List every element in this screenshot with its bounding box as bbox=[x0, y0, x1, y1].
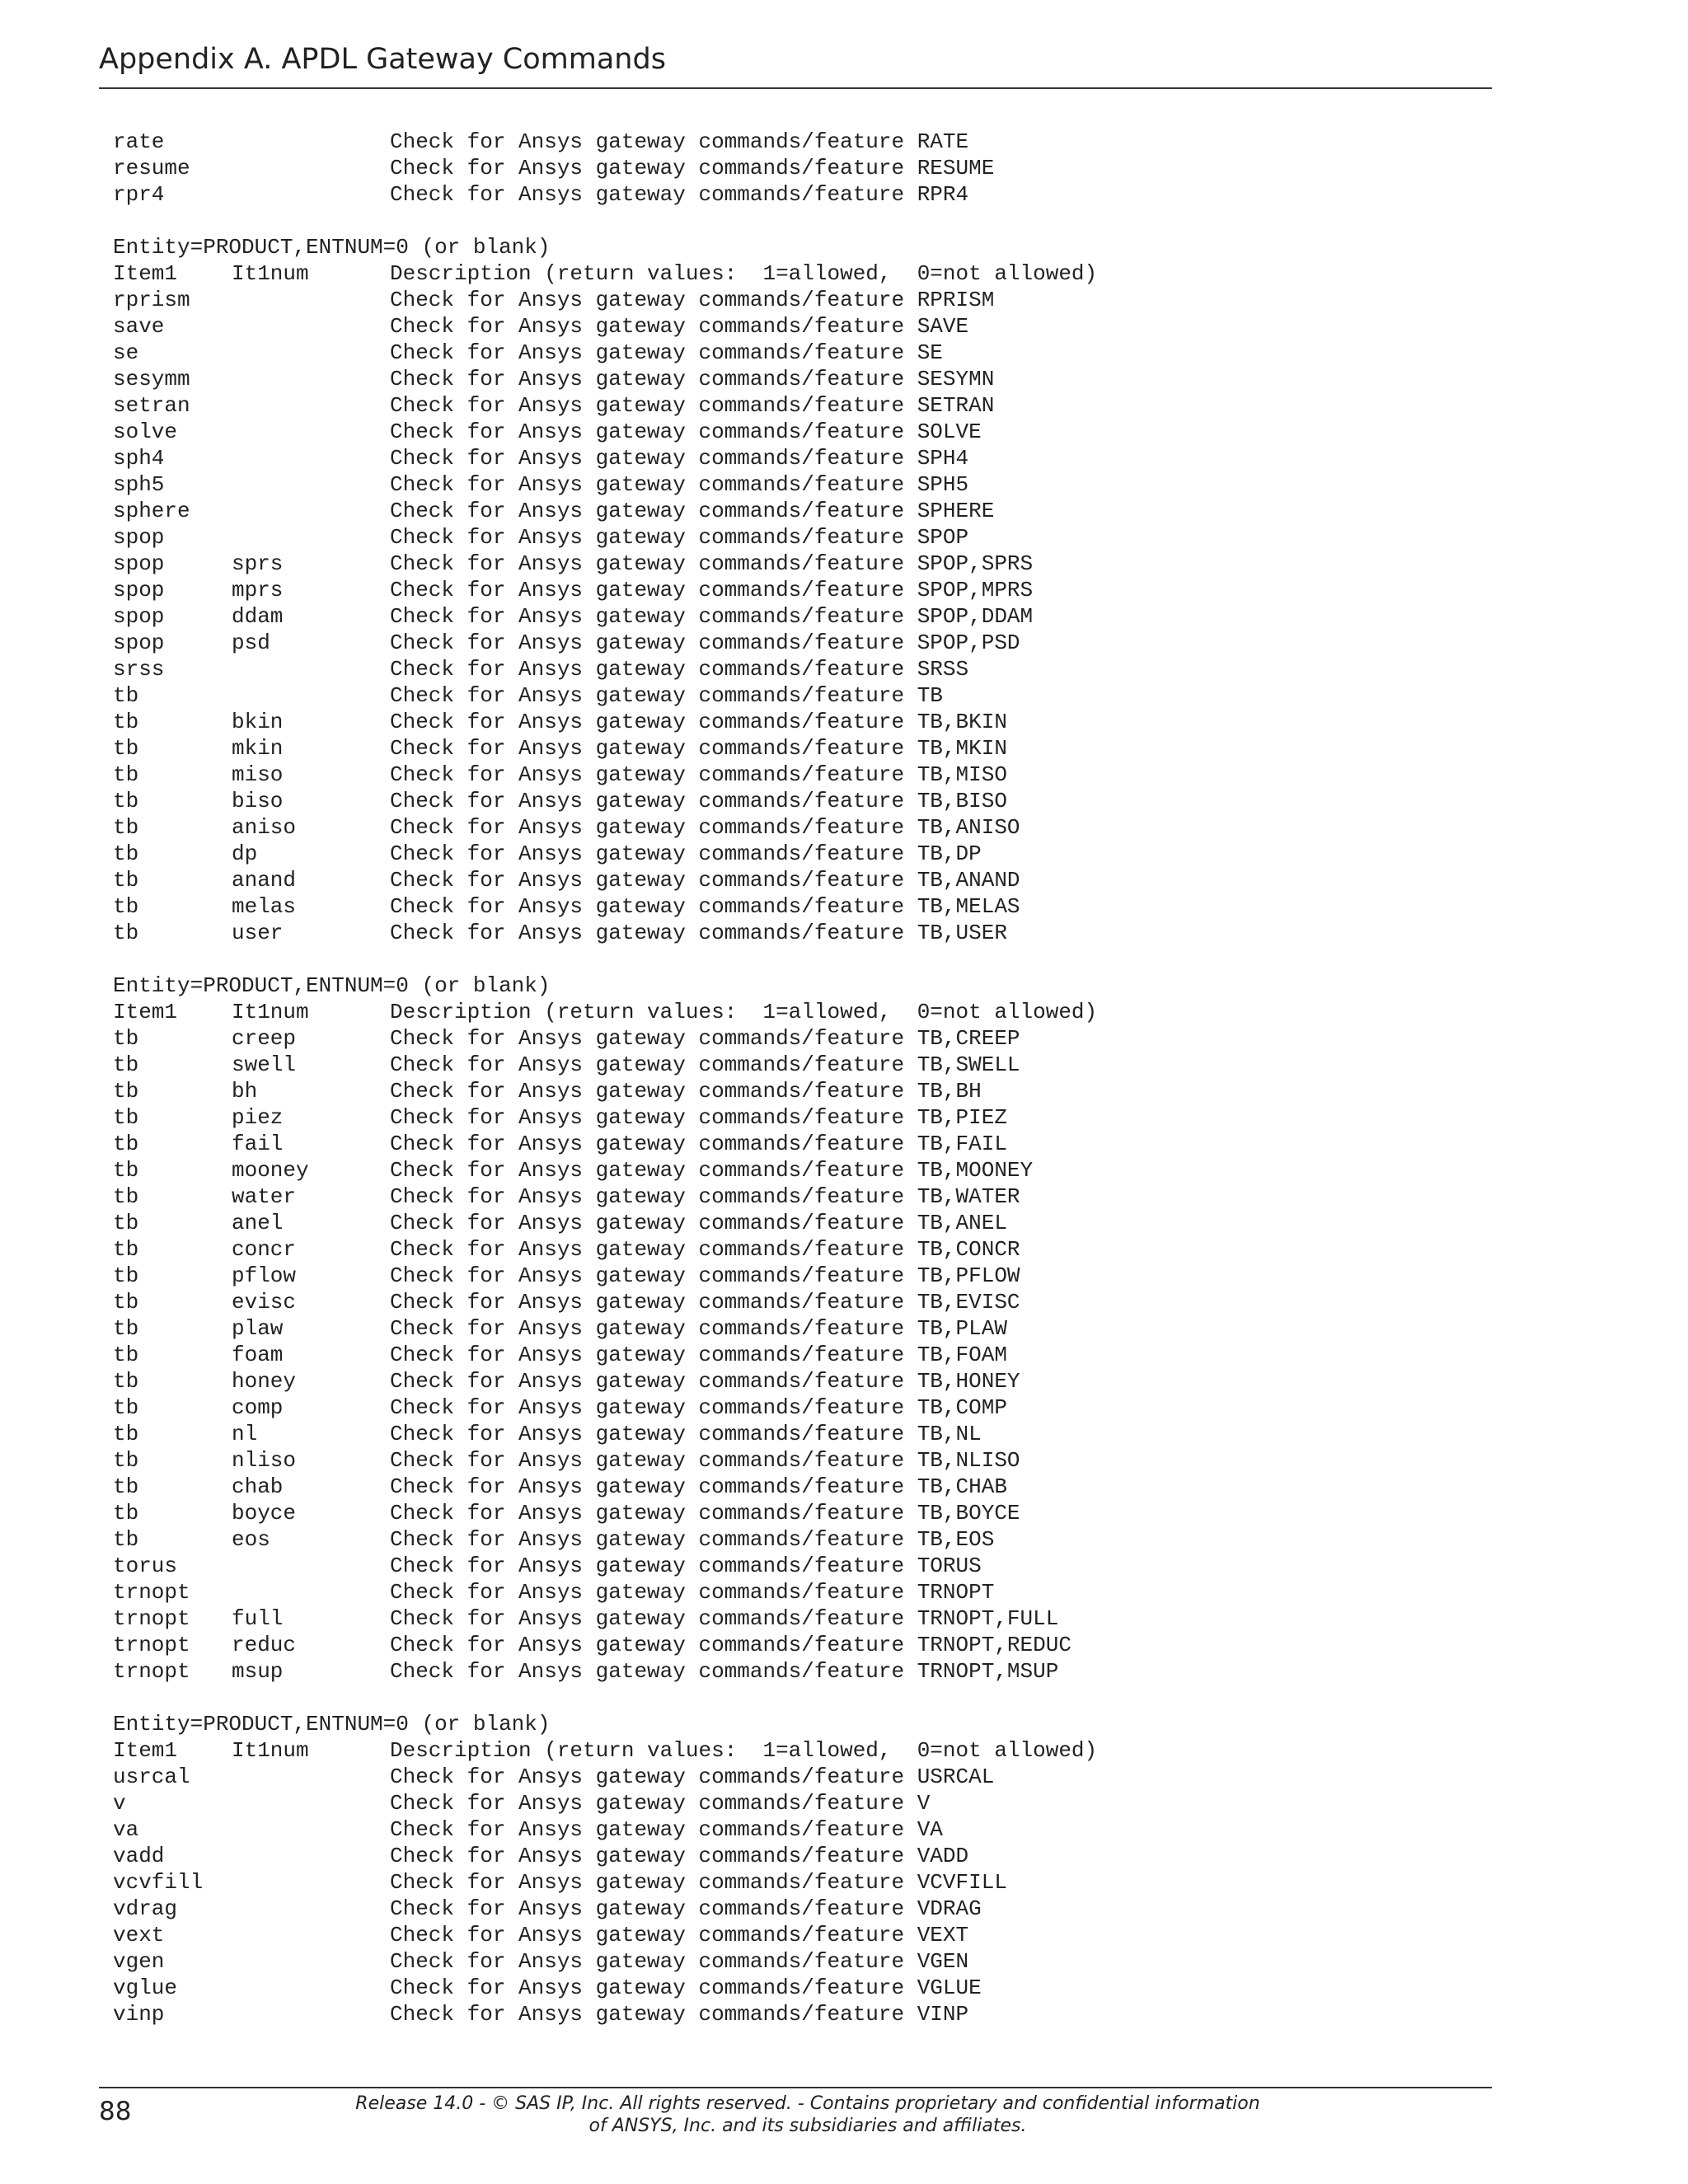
it1num-cell: eos bbox=[232, 1527, 270, 1552]
listing-row bbox=[113, 1078, 1097, 1104]
it1num-cell bbox=[232, 366, 390, 392]
description-cell: Check for Ansys gateway commands/feature SOLVE bbox=[390, 419, 982, 444]
item1-cell: save bbox=[113, 314, 165, 339]
listing-row bbox=[113, 551, 1097, 577]
listing-row bbox=[113, 1289, 1097, 1315]
listing-row bbox=[113, 524, 1097, 551]
listing-row bbox=[113, 1025, 1097, 1052]
item1-cell: tb bbox=[113, 1237, 139, 1262]
description-cell: Check for Ansys gateway commands/feature TB,PLAW bbox=[390, 1316, 1007, 1341]
item1-cell: solve bbox=[113, 419, 178, 444]
listing-row bbox=[113, 181, 1097, 208]
listing-row bbox=[113, 498, 1097, 524]
it1num-cell: mooney bbox=[232, 1158, 309, 1183]
description-cell: Check for Ansys gateway commands/feature SE bbox=[390, 340, 943, 365]
it1num-cell bbox=[232, 1790, 390, 1816]
description-cell: Check for Ansys gateway commands/feature SPH4 bbox=[390, 446, 969, 471]
listing-row bbox=[113, 1474, 1097, 1500]
it1num-cell bbox=[232, 392, 390, 419]
item1-cell: tb bbox=[113, 1184, 139, 1209]
it1num-cell bbox=[232, 682, 390, 709]
description-cell: Check for Ansys gateway commands/feature SPH5 bbox=[390, 472, 969, 497]
description-cell: Check for Ansys gateway commands/feature TB,BKIN bbox=[390, 710, 1007, 734]
footer-line-2: of ANSYS, Inc. and its subsidiaries and affiliates. bbox=[588, 2116, 1027, 2136]
listing-row bbox=[113, 709, 1097, 735]
it1num-cell: biso bbox=[232, 789, 284, 813]
it1num-cell: anand bbox=[232, 868, 297, 893]
listing-row bbox=[113, 366, 1097, 392]
description-cell: Check for Ansys gateway commands/feature SRSS bbox=[390, 657, 969, 682]
description-cell: Description (return values: 1=allowed, 0=not allowed) bbox=[390, 261, 1098, 286]
item1-cell: vadd bbox=[113, 1844, 165, 1868]
listing-row bbox=[113, 656, 1097, 682]
listing-row bbox=[113, 1236, 1097, 1263]
listing-row bbox=[113, 893, 1097, 920]
listing-row bbox=[113, 1605, 1097, 1632]
item1-cell: Item1 bbox=[113, 1000, 178, 1024]
it1num-cell: It1num bbox=[232, 261, 309, 286]
it1num-cell bbox=[232, 1553, 390, 1579]
item1-cell: tb bbox=[113, 1395, 139, 1420]
it1num-cell: foam bbox=[232, 1343, 284, 1367]
it1num-cell: user bbox=[232, 921, 284, 945]
listing-row bbox=[113, 920, 1097, 946]
item1-cell: tb bbox=[113, 1343, 139, 1367]
it1num-cell: water bbox=[232, 1184, 297, 1209]
it1num-cell: concr bbox=[232, 1237, 297, 1262]
listing-row bbox=[113, 1210, 1097, 1236]
listing-row bbox=[113, 419, 1097, 445]
item1-cell: tb bbox=[113, 1132, 139, 1156]
item1-cell: spop bbox=[113, 604, 165, 629]
item1-cell: tb bbox=[113, 841, 139, 866]
description-cell: Check for Ansys gateway commands/feature TORUS bbox=[390, 1554, 982, 1578]
listing-row bbox=[113, 1052, 1097, 1078]
description-cell: Check for Ansys gateway commands/feature RESUME bbox=[390, 156, 995, 180]
listing-row bbox=[113, 1579, 1097, 1605]
item1-cell: resume bbox=[113, 156, 190, 180]
entity-line: Entity=PRODUCT,ENTNUM=0 (or blank) bbox=[113, 235, 551, 260]
description-cell: Check for Ansys gateway commands/feature TB,HONEY bbox=[390, 1369, 1020, 1394]
item1-cell: rprism bbox=[113, 288, 190, 312]
description-cell: Check for Ansys gateway commands/feature SPHERE bbox=[390, 499, 995, 523]
item1-cell: tb bbox=[113, 762, 139, 787]
description-cell: Check for Ansys gateway commands/feature SPOP,MPRS bbox=[390, 578, 1034, 602]
listing-row bbox=[113, 682, 1097, 709]
it1num-cell: ddam bbox=[232, 604, 284, 629]
description-cell: Check for Ansys gateway commands/feature RPRISM bbox=[390, 288, 995, 312]
listing-row bbox=[113, 1737, 1097, 1764]
item1-cell: tb bbox=[113, 921, 139, 945]
description-cell: Check for Ansys gateway commands/feature SPOP,DDAM bbox=[390, 604, 1034, 629]
description-cell: Check for Ansys gateway commands/feature TB,PIEZ bbox=[390, 1105, 1007, 1130]
item1-cell: vdrag bbox=[113, 1896, 178, 1921]
item1-cell: tb bbox=[113, 789, 139, 813]
listing-row bbox=[113, 999, 1097, 1025]
it1num-cell bbox=[232, 155, 390, 181]
description-cell: Check for Ansys gateway commands/feature TRNOPT bbox=[390, 1580, 995, 1605]
description-cell: Check for Ansys gateway commands/feature TB,EOS bbox=[390, 1527, 995, 1552]
listing-row bbox=[113, 577, 1097, 603]
description-cell: Check for Ansys gateway commands/feature TB,CHAB bbox=[390, 1474, 1007, 1499]
listing-row bbox=[113, 1394, 1097, 1421]
it1num-cell bbox=[232, 313, 390, 340]
description-cell: Check for Ansys gateway commands/feature TRNOPT,REDUC bbox=[390, 1633, 1071, 1657]
listing-row bbox=[113, 1922, 1097, 1948]
it1num-cell: sprs bbox=[232, 551, 284, 576]
item1-cell: tb bbox=[113, 1422, 139, 1446]
item1-cell: tb bbox=[113, 683, 139, 708]
header-divider bbox=[99, 87, 1492, 89]
it1num-cell: chab bbox=[232, 1474, 284, 1499]
description-cell: Check for Ansys gateway commands/feature TB,ANISO bbox=[390, 815, 1020, 840]
listing-row bbox=[113, 1843, 1097, 1869]
description-cell: Check for Ansys gateway commands/feature VCVFILL bbox=[390, 1870, 1007, 1895]
description-cell: Check for Ansys gateway commands/feature VINP bbox=[390, 2002, 969, 2027]
item1-cell: sph5 bbox=[113, 472, 165, 497]
it1num-cell bbox=[232, 419, 390, 445]
description-cell: Check for Ansys gateway commands/feature SAVE bbox=[390, 314, 969, 339]
it1num-cell bbox=[232, 1579, 390, 1605]
listing-row bbox=[113, 1342, 1097, 1368]
item1-cell: spop bbox=[113, 551, 165, 576]
item1-cell: srss bbox=[113, 657, 165, 682]
footer-divider bbox=[99, 2087, 1492, 2088]
description-cell: Check for Ansys gateway commands/feature V bbox=[390, 1791, 931, 1816]
listing-row bbox=[113, 313, 1097, 340]
item1-cell: tb bbox=[113, 1501, 139, 1526]
listing-row bbox=[113, 1764, 1097, 1790]
item1-cell: tb bbox=[113, 1263, 139, 1288]
listing-row bbox=[113, 1975, 1097, 2001]
it1num-cell: honey bbox=[232, 1369, 297, 1394]
it1num-cell: psd bbox=[232, 630, 270, 655]
item1-cell: tb bbox=[113, 894, 139, 919]
description-cell: Check for Ansys gateway commands/feature VADD bbox=[390, 1844, 969, 1868]
it1num-cell bbox=[232, 1764, 390, 1790]
item1-cell: va bbox=[113, 1817, 139, 1842]
it1num-cell: reduc bbox=[232, 1633, 297, 1657]
description-cell: Check for Ansys gateway commands/feature TB,FOAM bbox=[390, 1343, 1007, 1367]
item1-cell: tb bbox=[113, 1369, 139, 1394]
item1-cell: vglue bbox=[113, 1975, 178, 2000]
listing-row bbox=[113, 603, 1097, 630]
item1-cell: tb bbox=[113, 1474, 139, 1499]
listing-row bbox=[113, 1658, 1097, 1685]
listing-row bbox=[113, 129, 1097, 155]
item1-cell: trnopt bbox=[113, 1580, 190, 1605]
description-cell: Check for Ansys gateway commands/feature TB,BH bbox=[390, 1079, 982, 1104]
it1num-cell: dp bbox=[232, 841, 258, 866]
it1num-cell: bh bbox=[232, 1079, 258, 1104]
command-listing bbox=[113, 129, 1097, 2027]
it1num-cell: comp bbox=[232, 1395, 284, 1420]
item1-cell: vgen bbox=[113, 1949, 165, 1974]
listing-row bbox=[113, 1183, 1097, 1210]
listing-row bbox=[113, 630, 1097, 656]
listing-row bbox=[113, 1896, 1097, 1922]
listing-row bbox=[113, 1948, 1097, 1975]
item1-cell: tb bbox=[113, 868, 139, 893]
listing-row bbox=[113, 1263, 1097, 1289]
listing-row bbox=[113, 1421, 1097, 1447]
listing-row bbox=[113, 1790, 1097, 1816]
description-cell: Check for Ansys gateway commands/feature TB,SWELL bbox=[390, 1052, 1020, 1077]
listing-row bbox=[113, 1131, 1097, 1157]
description-cell: Check for Ansys gateway commands/feature TB,BOYCE bbox=[390, 1501, 1020, 1526]
it1num-cell bbox=[232, 1975, 390, 2001]
description-cell: Check for Ansys gateway commands/feature TB,DP bbox=[390, 841, 982, 866]
it1num-cell: nl bbox=[232, 1422, 258, 1446]
item1-cell: tb bbox=[113, 1211, 139, 1235]
item1-cell: tb bbox=[113, 736, 139, 761]
it1num-cell bbox=[232, 1843, 390, 1869]
listing-row bbox=[113, 1157, 1097, 1183]
it1num-cell bbox=[232, 1896, 390, 1922]
item1-cell: sphere bbox=[113, 499, 190, 523]
listing-row bbox=[113, 735, 1097, 762]
listing-row bbox=[113, 2001, 1097, 2027]
description-cell: Check for Ansys gateway commands/feature TB,MKIN bbox=[390, 736, 1007, 761]
it1num-cell: melas bbox=[232, 894, 297, 919]
page-number: 88 bbox=[99, 2097, 132, 2126]
it1num-cell bbox=[232, 498, 390, 524]
listing-row bbox=[113, 471, 1097, 498]
listing-row bbox=[113, 392, 1097, 419]
description-cell: Check for Ansys gateway commands/feature VGLUE bbox=[390, 1975, 982, 2000]
listing-row bbox=[113, 867, 1097, 893]
item1-cell: tb bbox=[113, 1079, 139, 1104]
listing-row bbox=[113, 260, 1097, 287]
item1-cell: se bbox=[113, 340, 139, 365]
it1num-cell bbox=[232, 1816, 390, 1843]
description-cell: Check for Ansys gateway commands/feature SPOP,PSD bbox=[390, 630, 1020, 655]
listing-row bbox=[113, 287, 1097, 313]
item1-cell: trnopt bbox=[113, 1633, 190, 1657]
description-cell: Description (return values: 1=allowed, 0=not allowed) bbox=[390, 1000, 1098, 1024]
footer-copyright bbox=[313, 2093, 1302, 2137]
blank-line bbox=[113, 208, 1097, 234]
item1-cell: tb bbox=[113, 1052, 139, 1077]
listing-row bbox=[113, 1869, 1097, 1896]
item1-cell: tb bbox=[113, 1290, 139, 1315]
it1num-cell: mprs bbox=[232, 578, 284, 602]
description-cell: Check for Ansys gateway commands/feature TB,MOONEY bbox=[390, 1158, 1034, 1183]
listing-row bbox=[113, 788, 1097, 814]
it1num-cell bbox=[232, 471, 390, 498]
item1-cell: vcvfill bbox=[113, 1870, 204, 1895]
description-cell: Check for Ansys gateway commands/feature TRNOPT,MSUP bbox=[390, 1659, 1059, 1684]
it1num-cell bbox=[232, 524, 390, 551]
description-cell: Check for Ansys gateway commands/feature TB,NL bbox=[390, 1422, 982, 1446]
it1num-cell bbox=[232, 1869, 390, 1896]
it1num-cell: anel bbox=[232, 1211, 284, 1235]
it1num-cell: aniso bbox=[232, 815, 297, 840]
entity-line: Entity=PRODUCT,ENTNUM=0 (or blank) bbox=[113, 973, 551, 998]
listing-row bbox=[113, 814, 1097, 841]
item1-cell: vinp bbox=[113, 2002, 165, 2027]
it1num-cell: boyce bbox=[232, 1501, 297, 1526]
description-cell: Check for Ansys gateway commands/feature TB,ANAND bbox=[390, 868, 1020, 893]
it1num-cell bbox=[232, 129, 390, 155]
description-cell: Check for Ansys gateway commands/feature RPR4 bbox=[390, 182, 969, 207]
it1num-cell bbox=[232, 181, 390, 208]
description-cell: Check for Ansys gateway commands/feature VGEN bbox=[390, 1949, 969, 1974]
item1-cell: tb bbox=[113, 1527, 139, 1552]
description-cell: Description (return values: 1=allowed, 0=not allowed) bbox=[390, 1738, 1098, 1763]
item1-cell: v bbox=[113, 1791, 126, 1816]
it1num-cell: full bbox=[232, 1606, 284, 1631]
description-cell: Check for Ansys gateway commands/feature VDRAG bbox=[390, 1896, 982, 1921]
description-cell: Check for Ansys gateway commands/feature TB,ANEL bbox=[390, 1211, 1007, 1235]
listing-row bbox=[113, 841, 1097, 867]
description-cell: Check for Ansys gateway commands/feature TB,COMP bbox=[390, 1395, 1007, 1420]
it1num-cell bbox=[232, 656, 390, 682]
entity-line: Entity=PRODUCT,ENTNUM=0 (or blank) bbox=[113, 1712, 551, 1736]
listing-row bbox=[113, 762, 1097, 788]
item1-cell: spop bbox=[113, 578, 165, 602]
item1-cell: tb bbox=[113, 1105, 139, 1130]
item1-cell: usrcal bbox=[113, 1765, 190, 1789]
listing-row bbox=[113, 1500, 1097, 1526]
description-cell: Check for Ansys gateway commands/feature TB,PFLOW bbox=[390, 1263, 1020, 1288]
it1num-cell bbox=[232, 1922, 390, 1948]
description-cell: Check for Ansys gateway commands/feature VEXT bbox=[390, 1923, 969, 1947]
description-cell: Check for Ansys gateway commands/feature SPOP,SPRS bbox=[390, 551, 1034, 576]
it1num-cell: swell bbox=[232, 1052, 297, 1077]
item1-cell: torus bbox=[113, 1554, 178, 1578]
it1num-cell: piez bbox=[232, 1105, 284, 1130]
listing-row bbox=[113, 340, 1097, 366]
item1-cell: tb bbox=[113, 1448, 139, 1473]
item1-cell: tb bbox=[113, 815, 139, 840]
listing-row bbox=[113, 1632, 1097, 1658]
listing-row bbox=[113, 1104, 1097, 1131]
description-cell: Check for Ansys gateway commands/feature TRNOPT,FULL bbox=[390, 1606, 1059, 1631]
description-cell: Check for Ansys gateway commands/feature TB,USER bbox=[390, 921, 1007, 945]
description-cell: Check for Ansys gateway commands/feature SESYMN bbox=[390, 367, 995, 391]
description-cell: Check for Ansys gateway commands/feature VA bbox=[390, 1817, 943, 1842]
item1-cell: tb bbox=[113, 710, 139, 734]
description-cell: Check for Ansys gateway commands/feature TB,MISO bbox=[390, 762, 1007, 787]
it1num-cell: plaw bbox=[232, 1316, 284, 1341]
item1-cell: trnopt bbox=[113, 1659, 190, 1684]
item1-cell: vext bbox=[113, 1923, 165, 1947]
description-cell: Check for Ansys gateway commands/feature RATE bbox=[390, 129, 969, 154]
item1-cell: rpr4 bbox=[113, 182, 165, 207]
it1num-cell bbox=[232, 445, 390, 471]
item1-cell: sesymm bbox=[113, 367, 190, 391]
footer-line-1: Release 14.0 - © SAS IP, Inc. All rights reserved. - Contains proprietary and confidential information bbox=[355, 2093, 1260, 2114]
it1num-cell: nliso bbox=[232, 1448, 297, 1473]
description-cell: Check for Ansys gateway commands/feature USRCAL bbox=[390, 1765, 995, 1789]
item1-cell: rate bbox=[113, 129, 165, 154]
blank-line bbox=[113, 1685, 1097, 1711]
listing-row bbox=[113, 1816, 1097, 1843]
listing-row bbox=[113, 1447, 1097, 1474]
it1num-cell: bkin bbox=[232, 710, 284, 734]
listing-row bbox=[113, 1315, 1097, 1342]
description-cell: Check for Ansys gateway commands/feature TB,FAIL bbox=[390, 1132, 1007, 1156]
item1-cell: setran bbox=[113, 393, 190, 418]
description-cell: Check for Ansys gateway commands/feature TB,EVISC bbox=[390, 1290, 1020, 1315]
listing-row bbox=[113, 445, 1097, 471]
listing-row bbox=[113, 1553, 1097, 1579]
blank-line bbox=[113, 946, 1097, 972]
it1num-cell: It1num bbox=[232, 1000, 309, 1024]
item1-cell: tb bbox=[113, 1026, 139, 1051]
it1num-cell: evisc bbox=[232, 1290, 297, 1315]
listing-row bbox=[113, 1368, 1097, 1394]
description-cell: Check for Ansys gateway commands/feature TB bbox=[390, 683, 943, 708]
description-cell: Check for Ansys gateway commands/feature TB,BISO bbox=[390, 789, 1007, 813]
it1num-cell: miso bbox=[232, 762, 284, 787]
listing-row bbox=[113, 155, 1097, 181]
it1num-cell bbox=[232, 287, 390, 313]
it1num-cell bbox=[232, 340, 390, 366]
it1num-cell: msup bbox=[232, 1659, 284, 1684]
item1-cell: spop bbox=[113, 630, 165, 655]
description-cell: Check for Ansys gateway commands/feature SETRAN bbox=[390, 393, 995, 418]
item1-cell: tb bbox=[113, 1316, 139, 1341]
description-cell: Check for Ansys gateway commands/feature TB,CONCR bbox=[390, 1237, 1020, 1262]
item1-cell: trnopt bbox=[113, 1606, 190, 1631]
item1-cell: Item1 bbox=[113, 261, 178, 286]
item1-cell: tb bbox=[113, 1158, 139, 1183]
it1num-cell bbox=[232, 2001, 390, 2027]
description-cell: Check for Ansys gateway commands/feature TB,NLISO bbox=[390, 1448, 1020, 1473]
it1num-cell: It1num bbox=[232, 1738, 309, 1763]
description-cell: Check for Ansys gateway commands/feature TB,MELAS bbox=[390, 894, 1020, 919]
description-cell: Check for Ansys gateway commands/feature TB,CREEP bbox=[390, 1026, 1020, 1051]
it1num-cell: creep bbox=[232, 1026, 297, 1051]
description-cell: Check for Ansys gateway commands/feature TB,WATER bbox=[390, 1184, 1020, 1209]
item1-cell: sph4 bbox=[113, 446, 165, 471]
it1num-cell: mkin bbox=[232, 736, 284, 761]
item1-cell: spop bbox=[113, 525, 165, 550]
it1num-cell: fail bbox=[232, 1132, 284, 1156]
page-header-title: Appendix A. APDL Gateway Commands bbox=[99, 43, 666, 76]
it1num-cell bbox=[232, 1948, 390, 1975]
listing-row bbox=[113, 1526, 1097, 1553]
it1num-cell: pflow bbox=[232, 1263, 297, 1288]
description-cell: Check for Ansys gateway commands/feature SPOP bbox=[390, 525, 969, 550]
item1-cell: Item1 bbox=[113, 1738, 178, 1763]
